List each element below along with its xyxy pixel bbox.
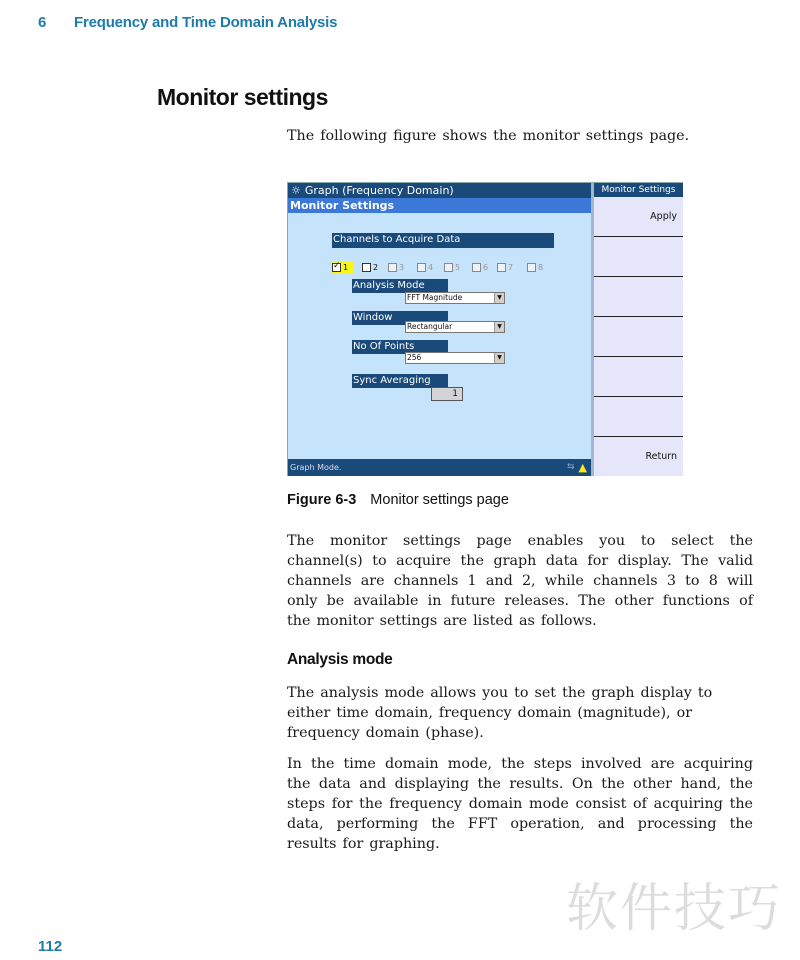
apply-label: Apply [650, 211, 677, 222]
channel-label: 7 [508, 262, 514, 272]
channels-label: Channels to Acquire Data [332, 233, 554, 248]
channel-label: 1 [343, 262, 349, 272]
channel-checkbox-2[interactable] [362, 261, 378, 273]
sync-averaging-input[interactable]: 1 [431, 387, 463, 401]
channel-label: 4 [428, 262, 434, 272]
sync-averaging-label: Sync Averaging [352, 374, 448, 388]
channel-checkboxes [332, 261, 562, 273]
analysis-mode-dropdown[interactable] [405, 292, 505, 304]
channel-checkbox-4 [417, 261, 433, 273]
window-dropdown[interactable] [405, 321, 505, 333]
channel-checkbox-7 [497, 261, 513, 273]
page-number: 112 [38, 938, 63, 955]
checkbox-box [472, 263, 481, 272]
status-bar [288, 459, 591, 476]
return-button[interactable] [594, 437, 683, 476]
channel-label: 6 [483, 262, 489, 272]
dropdown-arrow-icon[interactable]: ▼ [494, 353, 504, 363]
watermark: 软件技巧 [566, 879, 783, 939]
channel-checkbox-3 [388, 261, 404, 273]
channel-checkbox-1[interactable] [332, 261, 354, 273]
dropdown-arrow-icon[interactable]: ▼ [494, 293, 504, 303]
body-paragraph-3: In the time domain mode, the steps involved are acquiring the data and displaying the results. On the other hand, the steps for the frequency domain mode consist of acquiring the data, performing the FFT operation, and processing the results for graphing. [287, 756, 753, 852]
checkbox-box [388, 263, 397, 272]
channel-label: 2 [373, 262, 379, 272]
alert-icon: ▲ [578, 461, 587, 474]
figure-number: Figure 6-3 [287, 492, 357, 508]
points-dropdown[interactable] [405, 352, 505, 364]
analysis-mode-value: FFT Magnitude [407, 293, 463, 302]
points-value: 256 [407, 353, 422, 362]
app-title-bar [288, 183, 591, 198]
status-text: Graph Mode. [290, 463, 342, 472]
subsection-title: Analysis mode [287, 651, 393, 668]
softkey-3[interactable] [594, 277, 683, 317]
body-paragraph-2: The analysis mode allows you to set the graph display to either time domain, frequency domain (magnitude), or frequency domain (phase). [287, 685, 713, 741]
checkbox-box [497, 263, 506, 272]
channel-label: 3 [399, 262, 405, 272]
channel-label: 8 [538, 262, 544, 272]
intro-paragraph: The following figure shows the monitor settings page. [287, 128, 690, 144]
figure-caption [287, 492, 509, 508]
channel-checkbox-8 [527, 261, 543, 273]
softkey-5[interactable] [594, 357, 683, 397]
softkey-4[interactable] [594, 317, 683, 357]
app-title: Graph (Frequency Domain) [304, 184, 454, 197]
dropdown-arrow-icon[interactable]: ▼ [494, 322, 504, 332]
softkey-panel [591, 183, 683, 476]
analysis-mode-label: Analysis Mode [352, 279, 448, 293]
window-value: Rectangular [407, 322, 453, 331]
monitor-settings-figure [287, 182, 683, 476]
softkey-6[interactable] [594, 397, 683, 437]
checkbox-box [527, 263, 536, 272]
chapter-title: Frequency and Time Domain Analysis [74, 14, 338, 31]
checkbox-box [417, 263, 426, 272]
body-paragraph-1: The monitor settings page enables you to select the channel(s) to acquire the graph data for display. The valid channels are channels 1 and 2, while channels 3 to 8 will only be available in future releases. The other functions of the monitor settings are listed as follows. [287, 533, 753, 629]
softkey-panel-title: Monitor Settings [594, 183, 683, 197]
chapter-number: 6 [38, 14, 47, 31]
section-title: Monitor settings [157, 84, 328, 110]
checkbox-box [444, 263, 453, 272]
apply-button[interactable] [594, 197, 683, 237]
channel-checkbox-6 [472, 261, 488, 273]
points-label: No Of Points [352, 340, 448, 354]
checkbox-box [362, 263, 371, 272]
channel-checkbox-5 [444, 261, 460, 273]
window-label: Window [352, 311, 448, 325]
figure-caption-text: Monitor settings page [370, 492, 509, 508]
usb-icon: ⇆ [566, 462, 575, 472]
return-label: Return [645, 451, 677, 462]
channel-label: 5 [455, 262, 461, 272]
softkey-2[interactable] [594, 237, 683, 277]
checkbox-box [332, 263, 341, 272]
page-title-bar: Monitor Settings [288, 198, 591, 213]
sun-icon: ☼ [291, 184, 301, 197]
